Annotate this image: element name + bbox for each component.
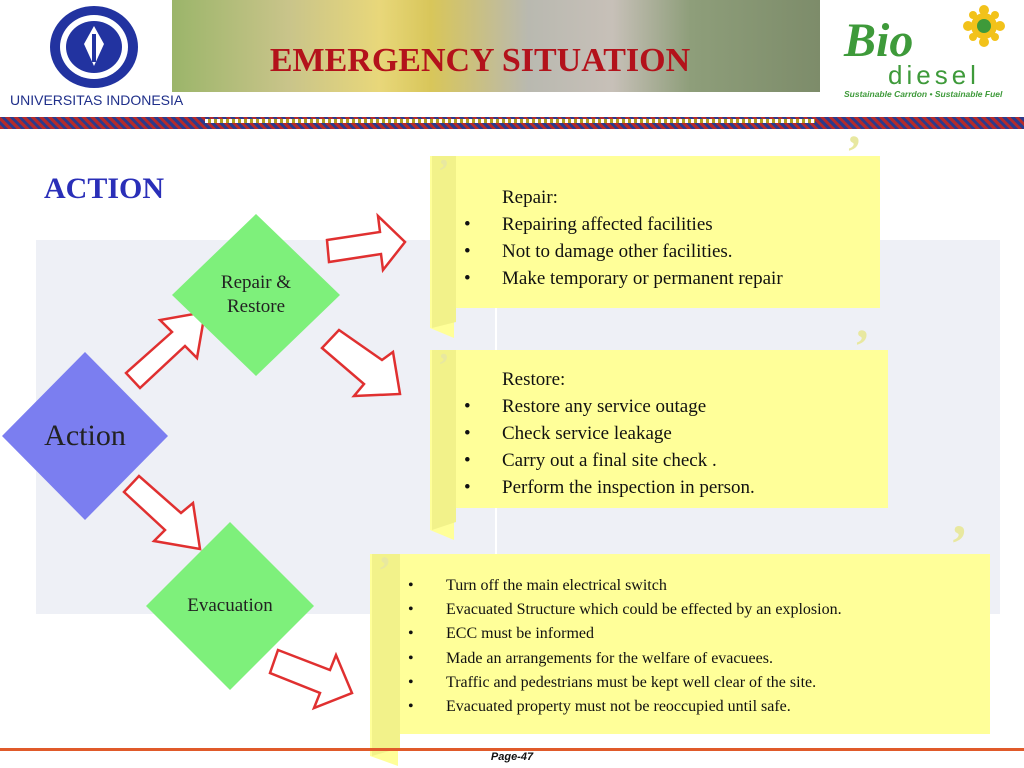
list-item: • ECC must be informed [446, 622, 842, 646]
svg-text:’: ’ [950, 514, 968, 574]
repair-restore-label-line1: Repair & [220, 272, 292, 293]
logo-tagline-text: Sustainable Carrdon • Sustainable Fuel [844, 89, 1003, 99]
repair-restore-node [172, 214, 340, 376]
svg-text:’: ’ [378, 548, 392, 593]
list-item: • Perform the inspection in person. [502, 474, 755, 501]
svg-text:’: ’ [854, 320, 870, 373]
restore-note-title: Restore: [502, 369, 566, 390]
list-item: • Evacuated property must not be reoccupied until safe. [446, 695, 842, 719]
list-item: • Evacuated Structure which could be effected by an explosion. [446, 598, 842, 622]
list-item: • Carry out a final site check . [502, 447, 755, 474]
list-item: • Not to damage other facilities. [502, 238, 783, 265]
evacuation-node [146, 522, 314, 690]
repair-note [426, 126, 880, 338]
university-name: UNIVERSITAS INDONESIA [10, 92, 184, 108]
repair-note-title: Repair: [502, 187, 558, 208]
list-item: • Traffic and pedestrians must be kept well clear of the site. [446, 671, 842, 695]
restore-note [426, 320, 888, 540]
action-node [2, 352, 168, 520]
svg-text:’: ’ [846, 126, 862, 179]
list-item: • Repairing affected facilities [502, 211, 783, 238]
section-heading: ACTION [44, 172, 165, 205]
page-number: Page-47 [490, 751, 534, 763]
repair-restore-label-line2: Restore [226, 296, 286, 317]
evacuation-node-label: Evacuation [187, 595, 273, 616]
list-item: • Turn off the main electrical switch [446, 574, 842, 598]
list-item: • Restore any service outage [502, 393, 755, 420]
evacuation-note [366, 514, 990, 766]
slide-title: EMERGENCY SITUATION [269, 42, 691, 79]
list-item: • Make temporary or permanent repair [502, 265, 783, 292]
logo-brand-text: Bio [844, 14, 914, 67]
logo-product-text: diesel [888, 60, 980, 90]
action-node-label: Action [44, 419, 126, 452]
svg-text:’: ’ [438, 347, 450, 384]
list-item: • Made an arrangements for the welfare of evacuees. [446, 647, 842, 671]
list-item: • Check service leakage [502, 420, 755, 447]
svg-text:’: ’ [438, 153, 450, 190]
